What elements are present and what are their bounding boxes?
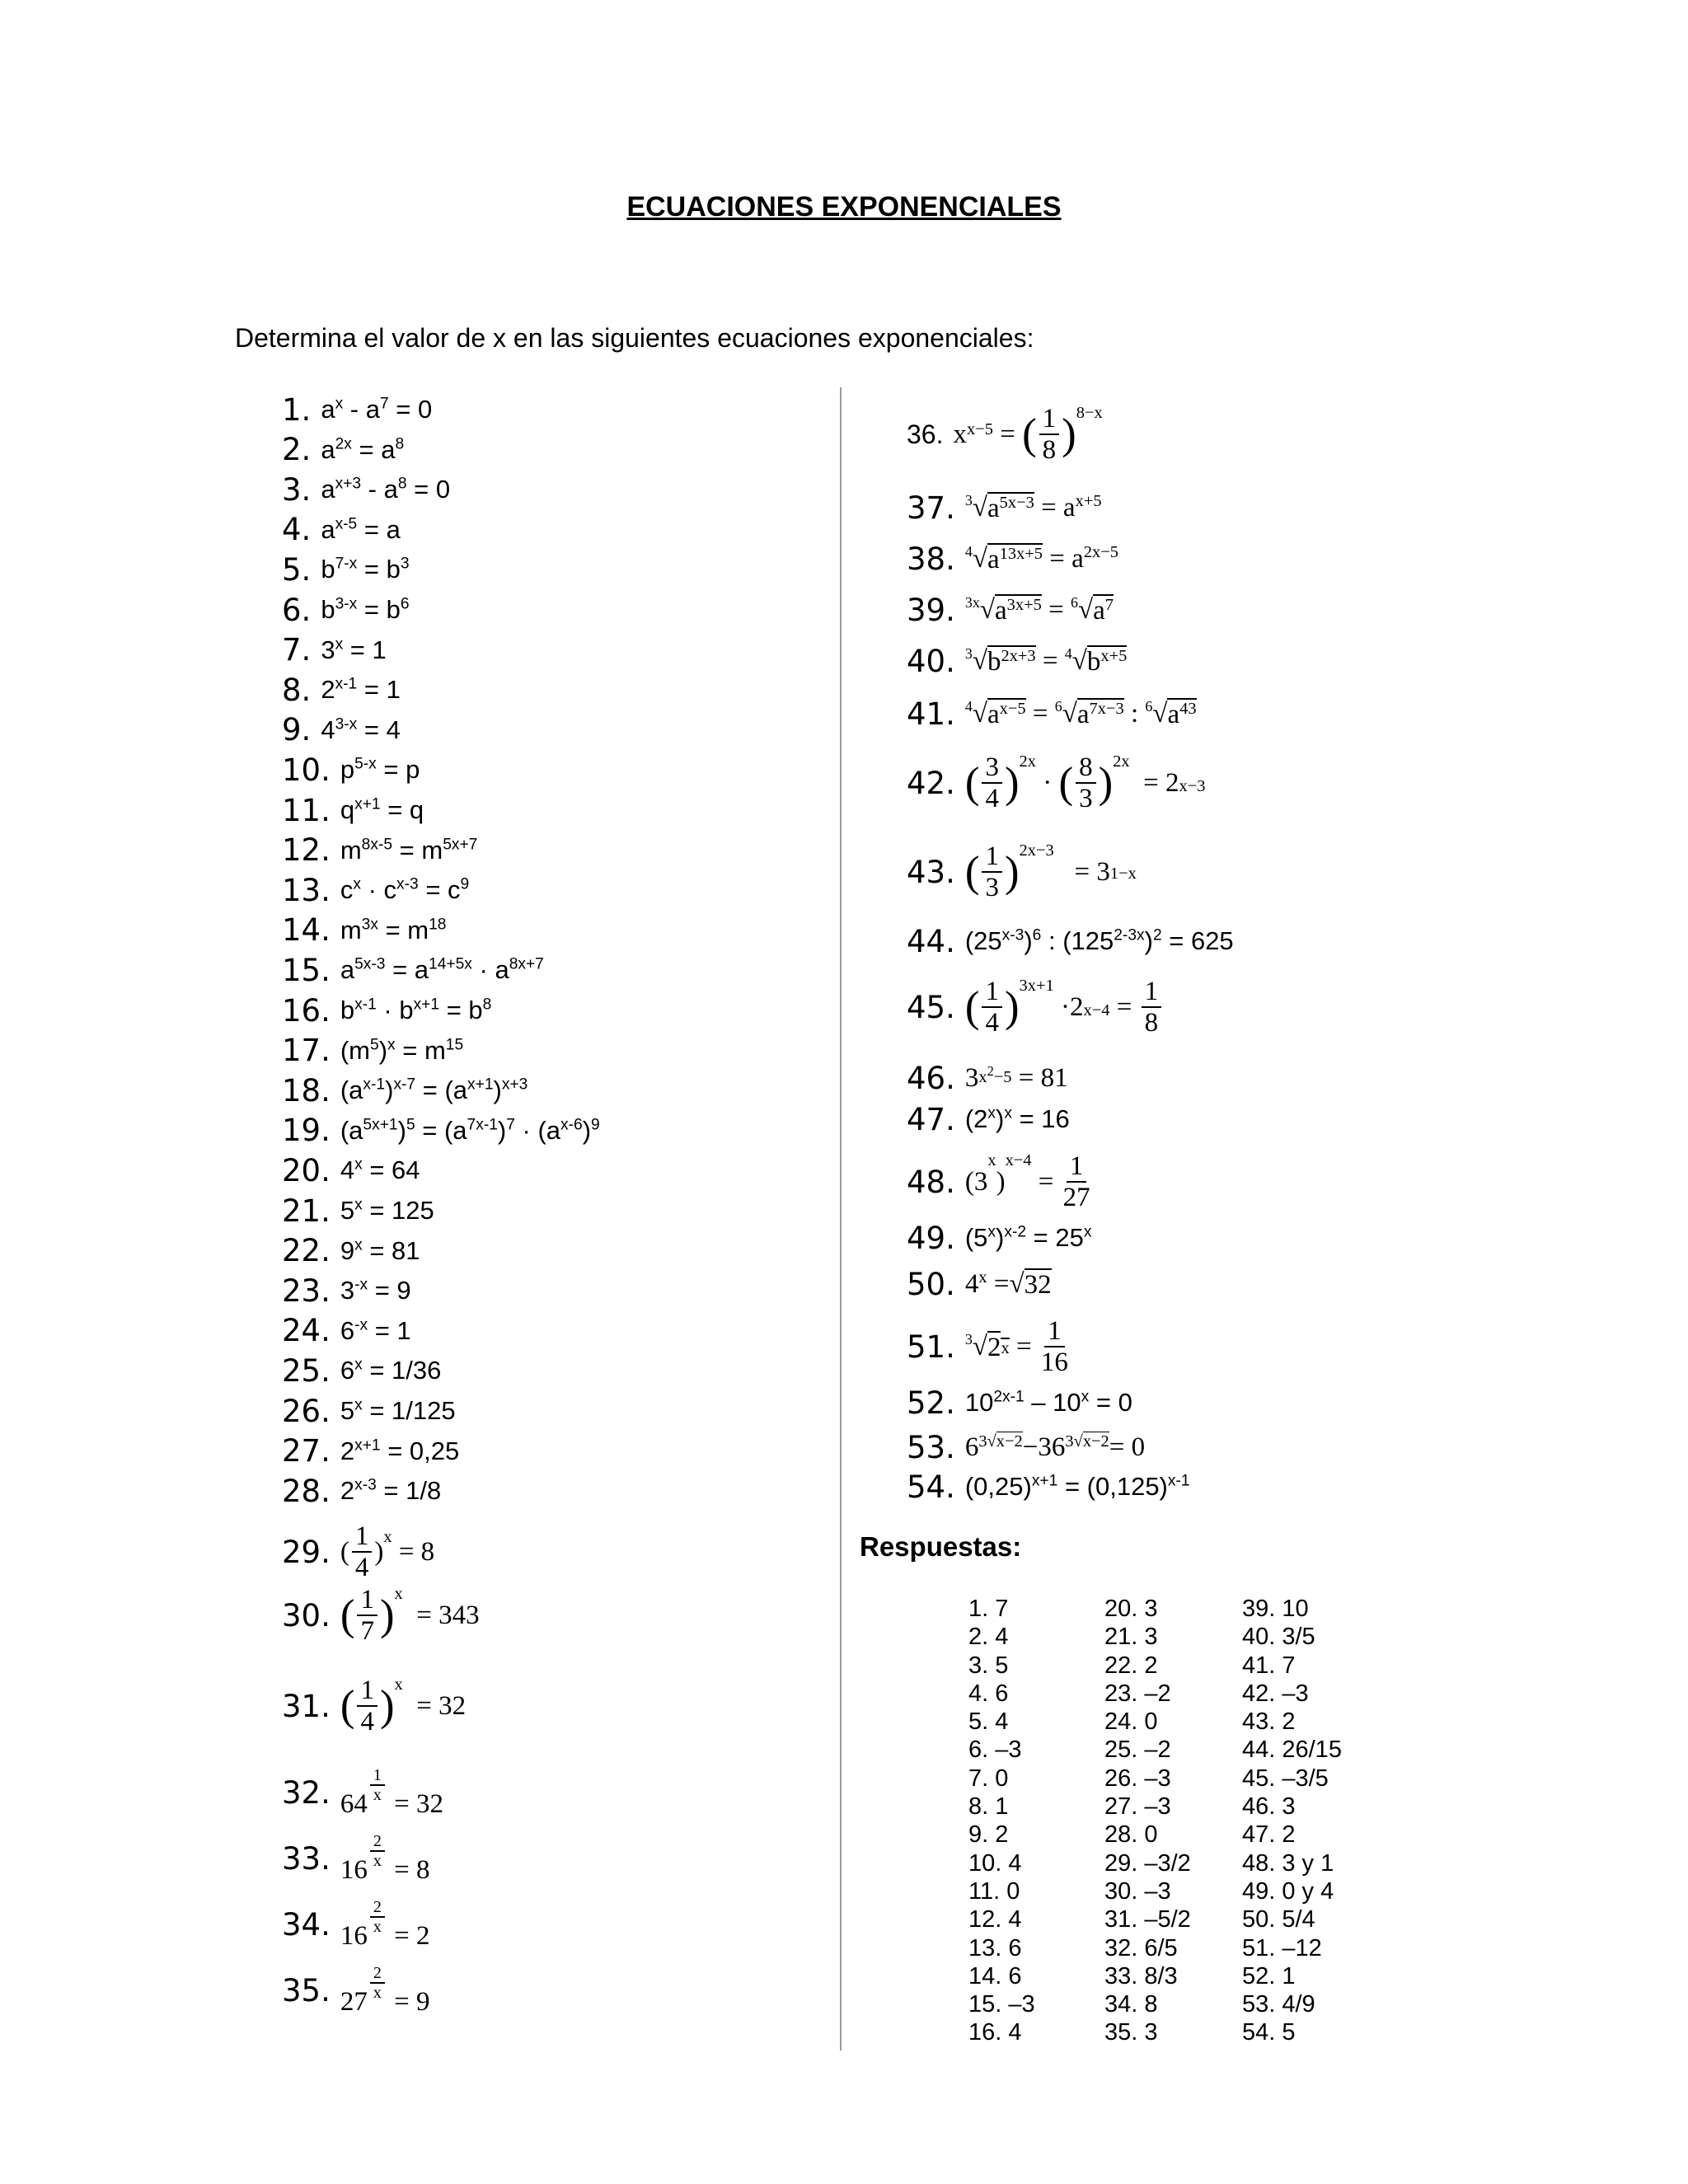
- answer-item: 49. 0 y 4: [1242, 1877, 1334, 1905]
- answer-item: 44. 26/15: [1242, 1736, 1342, 1764]
- exercise-47: [907, 1099, 1070, 1139]
- exercise-number: 46.: [907, 1060, 955, 1096]
- exercise-number: 42.: [907, 765, 955, 801]
- exercise-number: 3.: [282, 471, 312, 508]
- column-divider: [840, 387, 842, 2050]
- exercise-16: [282, 991, 491, 1030]
- exercise-18: [282, 1071, 528, 1110]
- exercise-equation: 4 √ a $^{13x+5}$ = a $^{2x-5}$: [964, 542, 1118, 574]
- answer-item: 1. 7: [968, 1596, 1009, 1622]
- exercise-number: 35.: [282, 1972, 331, 2008]
- exercise-equation: $a^{5x-3} = a^{14+5x} \cdot a^{8x+7}$: [340, 955, 544, 985]
- exercise-37: [907, 485, 1102, 531]
- exercise-number: 15.: [282, 952, 331, 988]
- exercise-number: 1.: [282, 391, 312, 428]
- exercise-5: [282, 550, 410, 589]
- exercise-number: 27.: [282, 1433, 331, 1469]
- answer-item: 53. 4/9: [1242, 1991, 1315, 2018]
- exercise-equation: 6 $^{3 √x-2}$ −36 $^{3 √x-2}$ = 0: [964, 1432, 1146, 1462]
- answer-item: 39. 10: [1242, 1596, 1309, 1622]
- exercise-number: 34.: [282, 1906, 331, 1943]
- exercise-number: 8.: [282, 672, 312, 708]
- exercise-number: 40.: [907, 643, 955, 679]
- exercise-12: [282, 831, 477, 870]
- answer-item: 11. 0: [968, 1877, 1020, 1905]
- answer-item: 26. –3: [1104, 1765, 1171, 1792]
- exercise-number: 54.: [907, 1469, 955, 1505]
- answer-item: 2. 4: [968, 1624, 1009, 1651]
- answer-item: 54. 5: [1242, 2019, 1296, 2046]
- exercise-equation: $2^{x-1} = 1$: [321, 675, 401, 705]
- exercise-equation: $(m^5)^x = m^{15}$: [340, 1035, 464, 1065]
- exercise-number: 7.: [282, 632, 312, 668]
- exercise-equation: $4^x = 64$: [340, 1155, 420, 1185]
- exercise-number: 21.: [282, 1193, 331, 1229]
- answer-item: 52. 1: [1242, 1962, 1296, 1990]
- exercise-number: 41.: [907, 696, 955, 732]
- answer-item: 4. 6: [968, 1680, 1009, 1707]
- exercise-1: [282, 390, 432, 429]
- exercise-number: 29.: [282, 1534, 331, 1570]
- exercise-7: [282, 630, 387, 670]
- exercise-14: [282, 911, 447, 950]
- exercise-36: [907, 389, 1103, 480]
- exercise-17: [282, 1031, 463, 1071]
- exercise-equation: $a^x - a^7 = 0$: [321, 395, 433, 424]
- answer-item: 9. 2: [968, 1821, 1009, 1849]
- exercise-number: 48.: [907, 1164, 955, 1200]
- exercise-number: 52.: [907, 1385, 955, 1421]
- answer-item: 30. –3: [1104, 1877, 1171, 1905]
- exercise-number: 53.: [907, 1429, 955, 1465]
- exercise-44: [907, 921, 1234, 961]
- exercise-28: [282, 1471, 441, 1511]
- exercise-equation: $b^{7-x} = b^3$: [321, 555, 410, 584]
- answer-item: 13. 6: [968, 1934, 1022, 1961]
- exercise-30: [282, 1574, 480, 1657]
- exercise-21: [282, 1191, 434, 1230]
- answer-item: 28. 0: [1104, 1821, 1158, 1849]
- exercise-27: [282, 1432, 459, 1471]
- exercise-equation: $a^{2x} = a^8$: [321, 434, 405, 464]
- exercise-equation: $6^x = 1/36$: [340, 1356, 442, 1385]
- exercise-equation: $6^{-x} = 1$: [340, 1315, 411, 1345]
- exercise-4: [282, 510, 401, 550]
- exercise-equation: x x−5 = ( $\frac{1}{8}$ ) $^{8-x}$: [953, 403, 1103, 465]
- exercise-number: 20.: [282, 1152, 331, 1188]
- answer-item: 14. 6: [968, 1962, 1022, 1990]
- exercise-equation: $9^x = 81$: [340, 1235, 420, 1265]
- exercise-equation: $m^{8x-5} = m^{5x+7}$: [340, 835, 478, 865]
- exercise-number: 43.: [907, 854, 955, 890]
- exercise-41: [907, 691, 1197, 737]
- answer-item: 34. 8: [1104, 1991, 1158, 2018]
- exercise-equation: 16 $\frac{2}{x}$ = 2: [340, 1897, 430, 1951]
- exercise-equation: $b^{3-x} = b^6$: [321, 595, 410, 624]
- exercise-equation: $4^{3-x} = 4$: [321, 715, 401, 744]
- exercise-32: [282, 1755, 443, 1830]
- answers-heading: Respuestas:: [860, 1531, 1022, 1562]
- exercise-50: [907, 1261, 1052, 1307]
- exercise-equation: 3 √ b $^{2x+3}$ = 4 √ b $^{x+5}$: [964, 644, 1128, 677]
- exercise-33: [282, 1821, 429, 1896]
- exercise-equation: $b^{x-1} \cdot b^{x+1} = b^8$: [340, 996, 492, 1024]
- exercise-35: [282, 1953, 429, 2027]
- answer-item: 12. 4: [968, 1906, 1022, 1933]
- exercise-number: 26.: [282, 1393, 331, 1429]
- exercise-equation: ( $\frac{1}{7}$ ) $^x$ = 343: [340, 1584, 480, 1646]
- exercise-equation: $2^{x+1} = 0,25$: [340, 1436, 460, 1465]
- answer-item: 22. 2: [1104, 1652, 1158, 1679]
- exercise-equation: ( $\frac{1}{4}$ ) $^x$ = 8: [340, 1521, 435, 1582]
- exercise-equation: $m^{3x} = m^{18}$: [340, 915, 447, 944]
- exercise-equation: $5^x = 125$: [340, 1196, 434, 1225]
- exercise-equation: $(a^{5x+1})^5 = (a^{7x-1})^7 \cdot (a^{x-6})^9$: [340, 1115, 600, 1145]
- exercise-equation: ( 3 $^x$ ) x−4 = $\frac{1}{27}$: [964, 1151, 1090, 1212]
- exercise-equation: 4 √ a $^{x-5}$ = 6 √ a $^{7x-3}$ : 6 √ a $^{43}$: [964, 697, 1197, 729]
- instruction-text: Determina el valor de x en las siguientes ecuaciones exponenciales:: [235, 323, 1034, 353]
- answers-column-3: [1242, 1595, 1342, 2047]
- exercise-number: 22.: [282, 1233, 331, 1269]
- exercise-11: [282, 790, 424, 830]
- exercise-19: [282, 1111, 600, 1151]
- exercise-42: [907, 742, 1205, 824]
- exercise-equation: $(a^{x-1})^{x-7} = (a^{x+1})^{x+3}$: [340, 1076, 528, 1105]
- answer-item: 42. –3: [1242, 1680, 1309, 1707]
- exercise-number: 14.: [282, 912, 331, 949]
- exercise-13: [282, 870, 469, 910]
- exercise-number: 4.: [282, 512, 312, 548]
- exercise-number: 11.: [282, 792, 331, 828]
- exercise-40: [907, 638, 1127, 684]
- answer-item: 41. 7: [1242, 1652, 1296, 1679]
- exercise-equation: $5^x = 1/125$: [340, 1396, 456, 1425]
- exercise-31: [282, 1665, 466, 1747]
- exercise-number: 47.: [907, 1101, 955, 1137]
- answer-item: 45. –3/5: [1242, 1765, 1329, 1792]
- exercise-9: [282, 710, 401, 750]
- exercise-equation: $a^{x+3} - a^8 = 0$: [321, 475, 451, 504]
- answer-item: 40. 3/5: [1242, 1624, 1315, 1651]
- exercise-26: [282, 1391, 456, 1431]
- exercise-54: [907, 1467, 1190, 1507]
- exercise-equation: $(5^x)^{x-2} = 25^x$: [964, 1223, 1092, 1252]
- exercise-number: 12.: [282, 832, 331, 869]
- exercise-equation: $2^{x-3} = 1/8$: [340, 1476, 442, 1506]
- answers-column-1: [968, 1595, 1035, 2047]
- exercise-equation: $c^x \cdot c^{x-3} = c^9$: [340, 875, 470, 905]
- answer-item: 27. –3: [1104, 1793, 1171, 1821]
- exercise-number: 51.: [907, 1329, 955, 1365]
- exercise-equation: ( $\frac{1}{3}$ ) $^{2x-3}$ = 3 1−x: [964, 841, 1137, 902]
- exercise-equation: $p^{5-x} = p$: [340, 755, 420, 785]
- exercise-43: [907, 831, 1137, 913]
- answer-item: 23. –2: [1104, 1680, 1171, 1707]
- exercise-number: 38.: [907, 541, 955, 577]
- exercise-39: [907, 587, 1114, 633]
- answer-item: 31. –5/2: [1104, 1906, 1191, 1933]
- answer-item: 21. 3: [1104, 1624, 1158, 1651]
- answer-item: 25. –2: [1104, 1736, 1171, 1764]
- exercise-equation: $(25^{x-3})^6$ : $(125^{2-3x})^2 = 625$: [964, 926, 1234, 955]
- exercise-equation: 3 √ a $^{5x-3}$ = a $^{x+5}$: [964, 491, 1102, 523]
- exercise-10: [282, 750, 420, 790]
- answer-item: 20. 3: [1104, 1596, 1158, 1622]
- exercise-25: [282, 1351, 441, 1390]
- exercise-number: 44.: [907, 923, 955, 959]
- exercise-number: 37.: [907, 490, 955, 526]
- exercise-number: 18.: [282, 1072, 331, 1108]
- exercise-equation: ( $\frac{3}{4}$ ) $^{2x}$ · ( $\frac{8}{3}$ ) $^{2x}$ = 2 x−3: [964, 752, 1206, 813]
- exercise-number: 39.: [907, 592, 955, 628]
- exercise-53: [907, 1424, 1145, 1470]
- exercise-number: 9.: [282, 712, 312, 748]
- exercise-51: [907, 1307, 1071, 1386]
- exercise-52: [907, 1383, 1132, 1422]
- exercise-23: [282, 1271, 411, 1310]
- exercise-number: 49.: [907, 1220, 955, 1256]
- exercise-equation: 27 $\frac{2}{x}$ = 9: [340, 1963, 430, 2017]
- exercise-equation: ( $\frac{1}{4}$ ) $^{3x+1}$ ·2 x−4 = $\frac{1}{8}$: [965, 977, 1164, 1038]
- answer-item: 50. 5/4: [1242, 1906, 1315, 1933]
- exercise-equation: ( $\frac{1}{4}$ ) $^x$ = 32: [340, 1675, 467, 1736]
- answer-item: 6. –3: [968, 1736, 1022, 1764]
- answers-column-2: [1104, 1595, 1191, 2047]
- answer-item: 16. 4: [968, 2019, 1022, 2046]
- answer-item: 48. 3 y 1: [1242, 1849, 1334, 1877]
- exercise-38: [907, 536, 1118, 582]
- answer-item: 47. 2: [1242, 1821, 1296, 1849]
- exercise-number: 17.: [282, 1033, 331, 1069]
- exercise-number: 24.: [282, 1313, 331, 1349]
- document-title: ECUACIONES EXPONENCIALES: [626, 191, 1062, 223]
- answer-item: 3. 5: [968, 1652, 1009, 1679]
- exercise-number: 16.: [282, 992, 331, 1029]
- answer-item: 7. 0: [968, 1765, 1009, 1792]
- answer-item: 10. 4: [968, 1849, 1022, 1877]
- answer-item: 46. 3: [1242, 1793, 1296, 1821]
- answer-item: 24. 0: [1104, 1708, 1158, 1736]
- exercise-22: [282, 1231, 420, 1271]
- exercise-8: [282, 670, 401, 710]
- exercise-equation: 3 √ 2 x = $\frac{1}{16}$: [964, 1315, 1068, 1377]
- exercise-equation: $(2^x)^x = 16$: [964, 1104, 1070, 1133]
- exercise-equation: $(0,25)^{x+1} = (0,125)^{x-1}$: [964, 1472, 1190, 1501]
- exercise-equation: $q^{x+1} = q$: [340, 795, 424, 824]
- answer-item: 35. 3: [1104, 2019, 1158, 2046]
- exercise-49: [907, 1218, 1091, 1258]
- exercise-number: 5.: [282, 551, 312, 588]
- exercise-20: [282, 1151, 420, 1190]
- exercise-number: 6.: [282, 592, 312, 628]
- exercise-equation: 64 $\frac{1}{x}$ = 32: [340, 1765, 443, 1819]
- exercise-number: 32.: [282, 1774, 331, 1811]
- answer-item: 51. –12: [1242, 1934, 1322, 1961]
- exercise-3: [282, 470, 450, 509]
- exercise-number: 25.: [282, 1352, 331, 1389]
- exercise-number: 2.: [282, 432, 312, 468]
- exercise-equation: $10^{2x-1} - 10^x = 0$: [964, 1388, 1132, 1417]
- exercise-number: 33.: [282, 1840, 331, 1877]
- exercise-number: 45.: [907, 989, 955, 1025]
- exercise-number: 13.: [282, 872, 331, 908]
- exercise-number: 50.: [907, 1266, 955, 1302]
- exercise-equation: 3x √ a $^{3x+5}$ = 6 √ a $^7$: [964, 593, 1114, 626]
- exercise-15: [282, 950, 544, 990]
- exercise-number: 23.: [282, 1272, 331, 1309]
- exercise-equation: 3 $x^2-5$ = 81: [964, 1062, 1068, 1093]
- exercise-number: 36.: [907, 419, 944, 449]
- exercise-number: 10.: [282, 752, 331, 788]
- answer-item: 33. 8/3: [1104, 1962, 1178, 1990]
- exercise-equation: 16 $\frac{2}{x}$ = 8: [340, 1831, 430, 1885]
- exercise-6: [282, 590, 410, 630]
- exercise-24: [282, 1311, 411, 1351]
- answer-item: 8. 1: [968, 1793, 1009, 1821]
- exercise-48: [907, 1142, 1093, 1221]
- exercise-equation: 4 $^x$ = √ 32: [964, 1268, 1052, 1300]
- exercise-34: [282, 1887, 429, 1961]
- exercise-number: 19.: [282, 1113, 331, 1149]
- exercise-45: [907, 966, 1164, 1048]
- exercise-equation: $3^x = 1$: [321, 635, 387, 664]
- exercise-number: 28.: [282, 1473, 331, 1509]
- answer-item: 43. 2: [1242, 1708, 1296, 1736]
- answer-item: 29. –3/2: [1104, 1849, 1191, 1877]
- exercise-2: [282, 430, 404, 470]
- exercise-equation: $3^{-x} = 9$: [340, 1276, 411, 1305]
- answer-item: 15. –3: [968, 1991, 1035, 2018]
- exercise-46: [907, 1055, 1068, 1101]
- exercise-number: 31.: [282, 1688, 331, 1724]
- exercise-number: 30.: [282, 1597, 331, 1633]
- exercise-equation: $a^{x-5} = a$: [321, 514, 401, 544]
- answer-item: 32. 6/5: [1104, 1934, 1178, 1961]
- answer-item: 5. 4: [968, 1708, 1009, 1736]
